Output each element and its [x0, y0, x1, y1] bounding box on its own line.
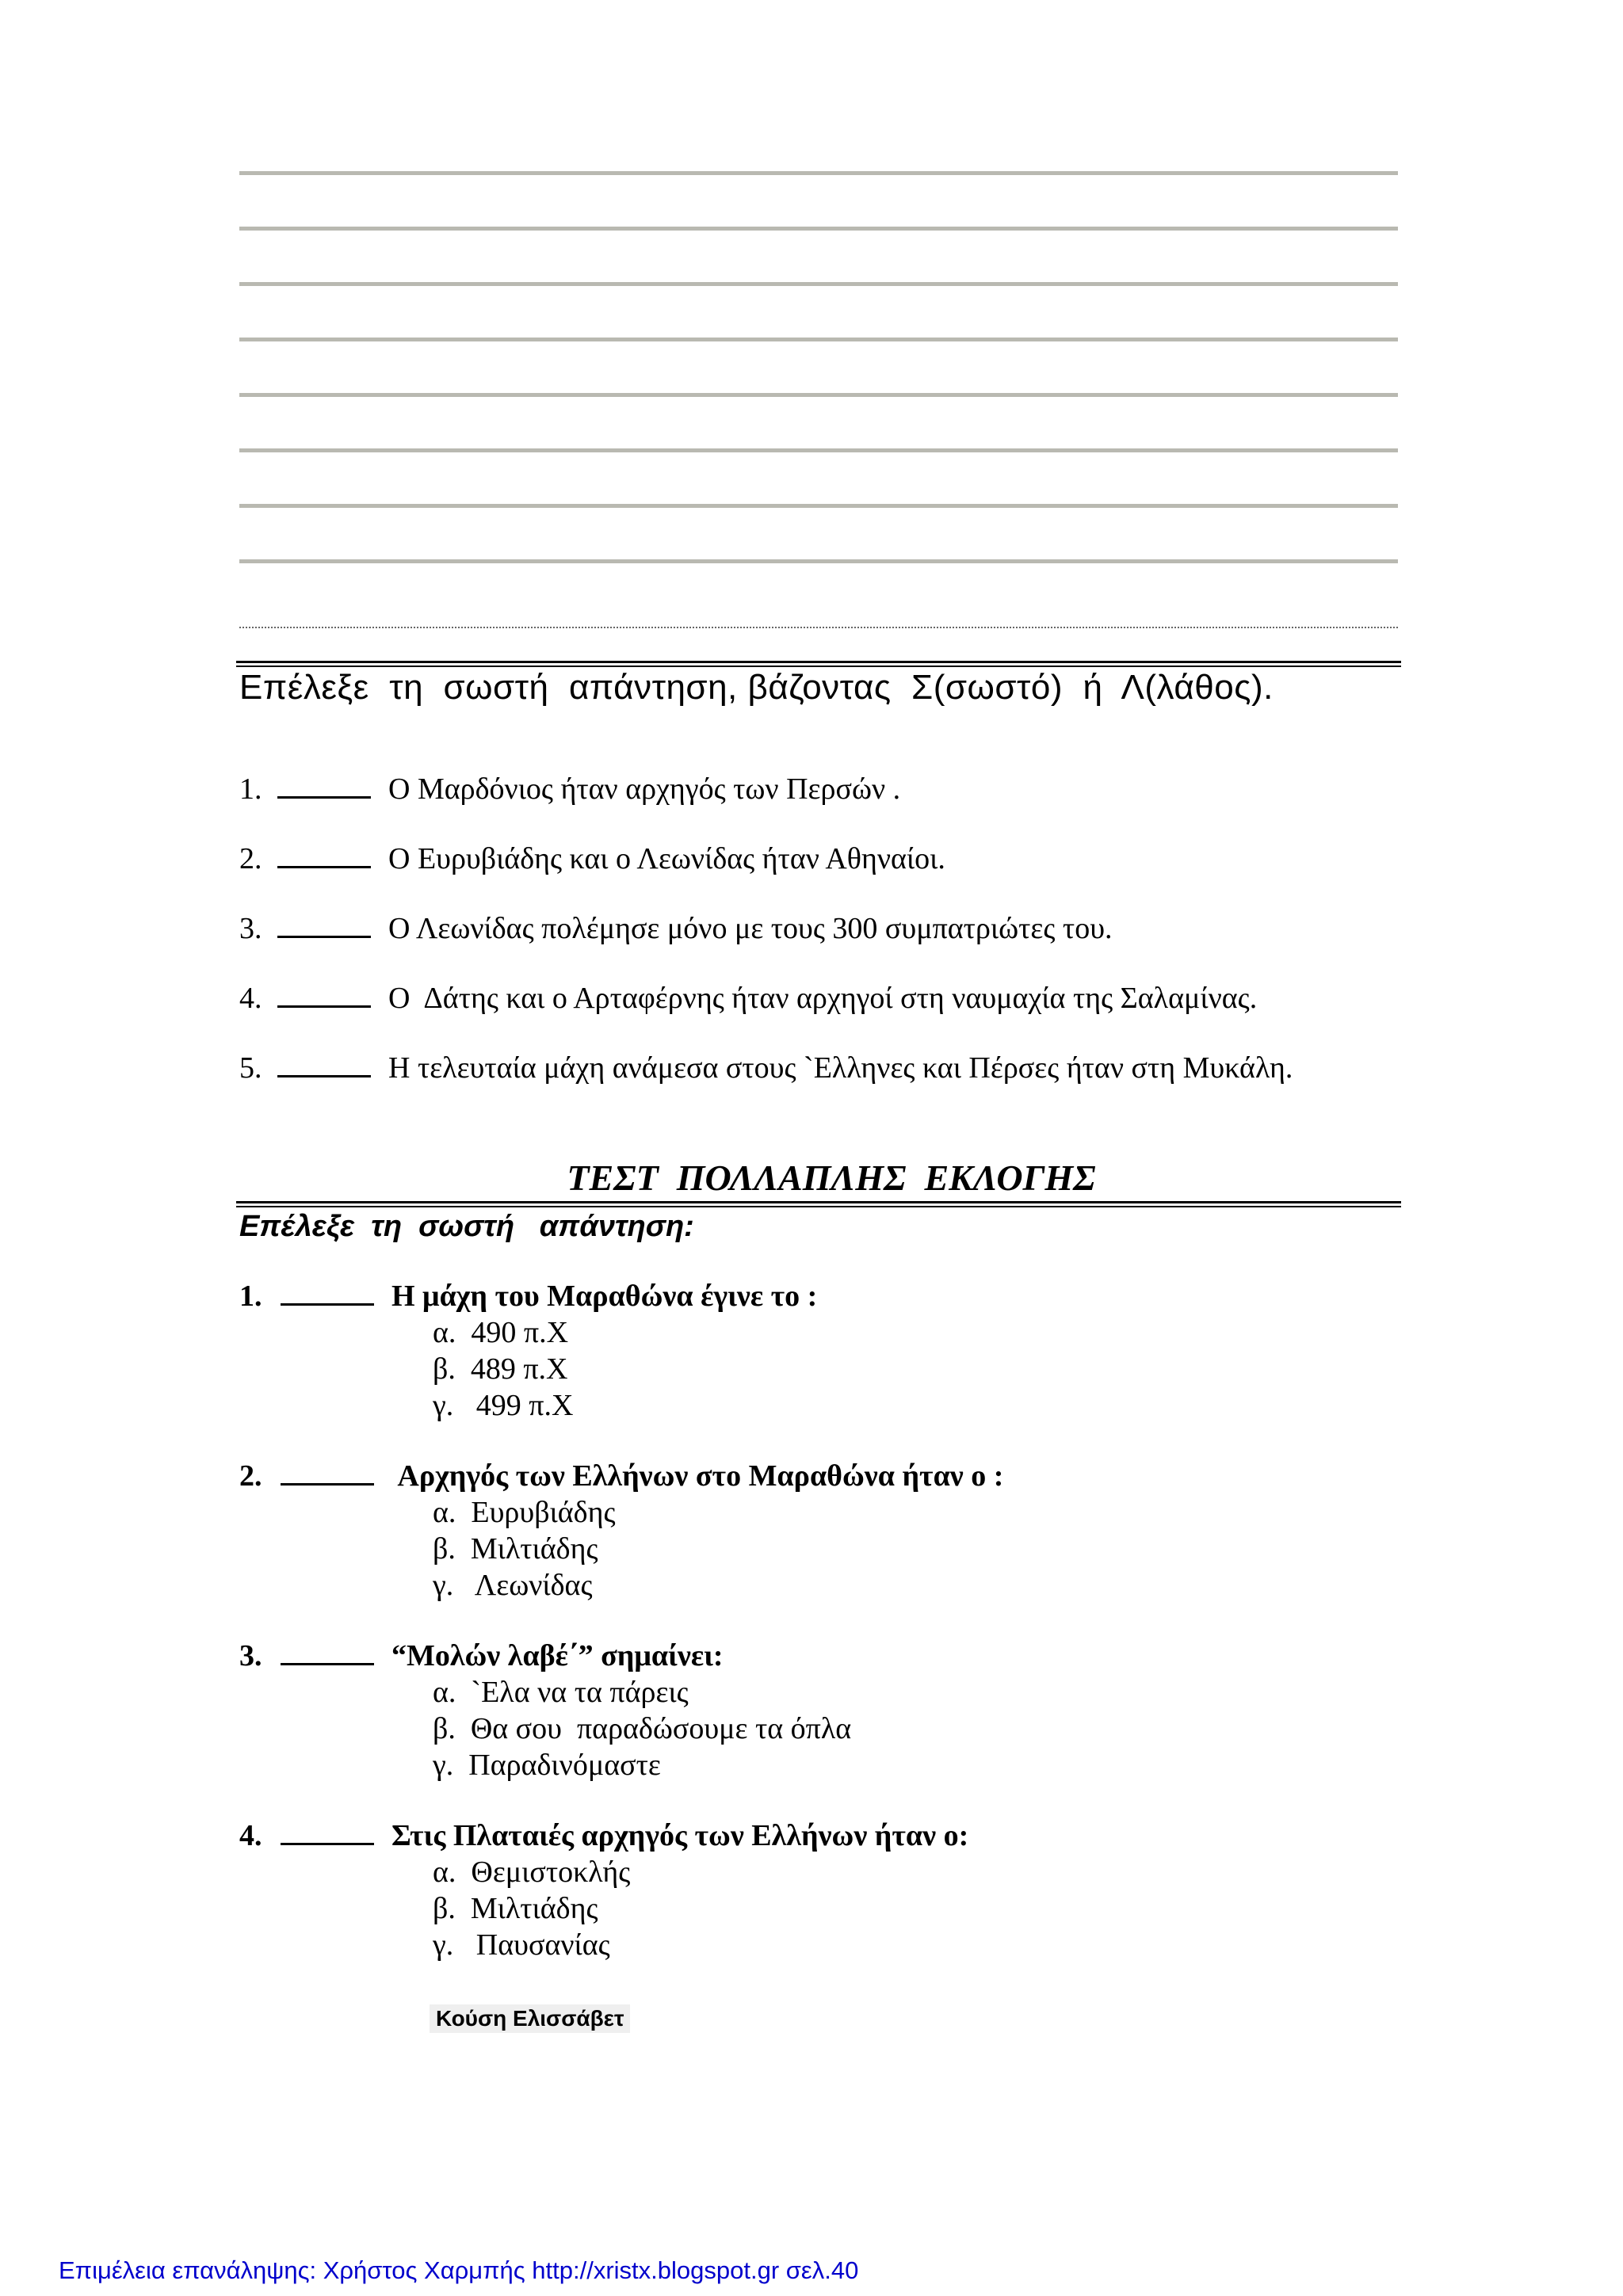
question-number: 3.: [239, 1639, 262, 1672]
item-text: Η τελευταία μάχη ανάμεσα στους `Ελληνες και Πέρσες ήταν στη Μυκάλη.: [388, 1051, 1293, 1085]
item-number: 1.: [239, 772, 262, 806]
option-b: β. Μιλτιάδης: [433, 1532, 598, 1566]
writing-line: [239, 504, 1398, 508]
answer-blank[interactable]: [281, 1819, 374, 1845]
answer-blank[interactable]: [277, 912, 371, 938]
option-a: α. 490 π.Χ: [433, 1316, 569, 1349]
tf-item-3: [239, 911, 1113, 946]
answer-blank[interactable]: [281, 1280, 374, 1306]
item-number: 3.: [239, 912, 262, 945]
question-text: Στις Πλαταιές αρχηγός των Ελλήνων ήταν ο:: [391, 1819, 969, 1852]
option-c: γ. 499 π.Χ: [433, 1389, 574, 1422]
writing-line: [239, 393, 1398, 397]
option-c: γ. Παραδινόμαστε: [433, 1749, 661, 1782]
question-1: [239, 1279, 817, 1314]
option-a: α. Ευρυβιάδης: [433, 1496, 616, 1529]
answer-blank[interactable]: [281, 1459, 374, 1486]
page-footer: Επιμέλεια επανάληψης: Χρήστος Χαρμπής http://xristx.blogspot.gr σελ.40: [59, 2256, 859, 2284]
author-name: Κούση Ελισσάβετ: [430, 2004, 630, 2033]
question-4: [239, 1818, 968, 1853]
question-text: Αρχηγός των Ελλήνων στο Μαραθώνα ήταν ο :: [391, 1459, 1004, 1493]
item-text: Ο Ευρυβιάδης και ο Λεωνίδας ήταν Αθηναίοι.: [388, 842, 945, 875]
option-a: α. Θεμιστοκλής: [433, 1855, 631, 1889]
tf-item-4: [239, 981, 1257, 1016]
question-text: “Μολών λαβέ΄” σημαίνει:: [391, 1639, 724, 1672]
item-text: Ο Λεωνίδας πολέμησε μόνο με τους 300 συμπατριώτες του.: [388, 912, 1113, 945]
answer-blank[interactable]: [277, 842, 371, 868]
answer-blank[interactable]: [277, 1051, 371, 1077]
option-a: α. `Ελα να τα πάρεις: [433, 1676, 689, 1709]
dotted-divider: [239, 627, 1398, 628]
tf-item-5: [239, 1051, 1293, 1085]
question-number: 2.: [239, 1459, 262, 1493]
multiple-choice-title: [0, 1157, 1623, 1199]
item-number: 4.: [239, 982, 262, 1015]
multiple-choice-heading: Επέλεξε τη σωστή απάντηση:: [239, 1210, 694, 1243]
writing-line: [239, 338, 1398, 341]
tf-item-2: [239, 841, 945, 876]
tf-item-1: [239, 772, 900, 807]
option-b: β. 489 π.Χ: [433, 1352, 568, 1386]
item-number: 5.: [239, 1051, 262, 1085]
true-false-heading: Επέλεξε τη σωστή απάντηση, βάζοντας Σ(σωστό) ή Λ(λάθος).: [239, 668, 1274, 707]
writing-line: [239, 448, 1398, 452]
option-b: β. Θα σου παραδώσουμε τα όπλα: [433, 1712, 852, 1745]
title-text: ΤΕΣΤ ΠΟΛΛΑΠΛΗΣ ΕΚΛΟΓΗΣ: [567, 1158, 1096, 1198]
item-text: Ο Μαρδόνιος ήταν αρχηγός των Περσών .: [388, 772, 901, 806]
answer-blank[interactable]: [277, 772, 371, 799]
question-2: [239, 1459, 1003, 1493]
question-text: Η μάχη του Μαραθώνα έγινε το :: [391, 1280, 818, 1313]
section-divider: [236, 1201, 1401, 1207]
item-text: Ο Δάτης και ο Αρταφέρνης ήταν αρχηγοί στη ναυμαχία της Σαλαμίνας.: [388, 982, 1258, 1015]
answer-blank[interactable]: [281, 1639, 374, 1665]
item-number: 2.: [239, 842, 262, 875]
writing-line: [239, 282, 1398, 286]
option-c: γ. Λεωνίδας: [433, 1569, 593, 1602]
question-3: [239, 1638, 724, 1673]
answer-blank[interactable]: [277, 982, 371, 1008]
writing-line: [239, 559, 1398, 563]
question-number: 1.: [239, 1280, 262, 1313]
question-number: 4.: [239, 1819, 262, 1852]
option-c: γ. Παυσανίας: [433, 1928, 610, 1962]
option-b: β. Μιλτιάδης: [433, 1892, 598, 1925]
writing-line: [239, 171, 1398, 175]
section-divider: [236, 661, 1401, 667]
writing-line: [239, 227, 1398, 231]
